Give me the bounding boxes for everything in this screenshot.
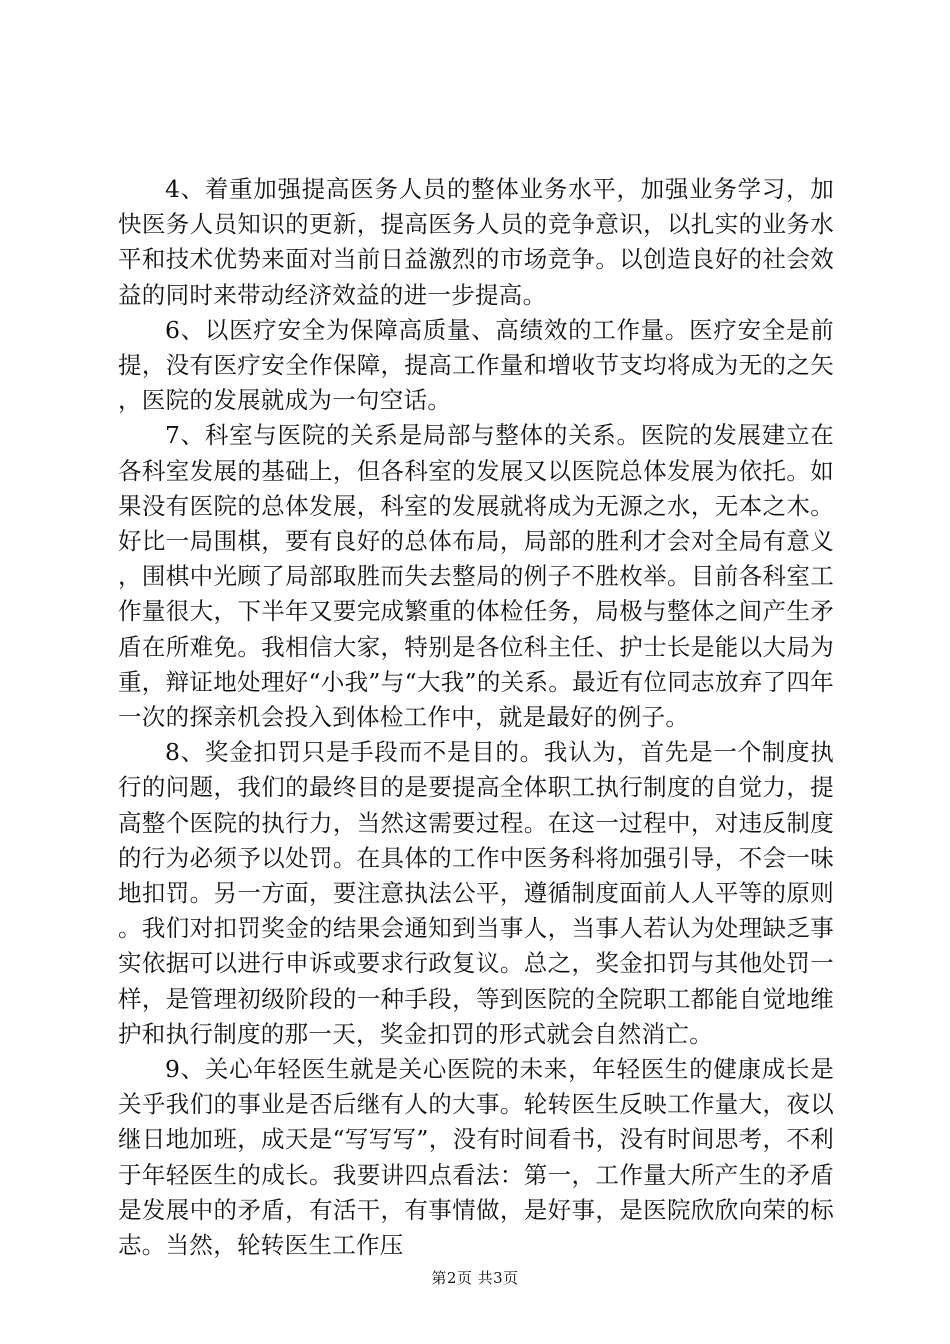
document-body (118, 172, 834, 1263)
paragraph-9: 9、关心年轻医生就是关心医院的未来，年轻医生的健康成长是关乎我们的事业是否后继有人的大事。轮转医生反映工作量大，夜以继日地加班，成天是“写写写”，没有时间看书，没有时间思考，不利于年轻医生的成长。我要讲四点看法：第一，工作量大所产生的矛盾是发展中的矛盾，有活干，有事情做，是好事，是医院欣欣向荣的标志。当然，轮转医生工作压 (118, 1055, 834, 1260)
page-footer: 第2页 共3页 (431, 1269, 519, 1287)
paragraph-6: 6、以医疗安全为保障高质量、高绩效的工作量。医疗安全是前提，没有医疗安全作保障，提高工作量和增收节支均将成为无的之矢，医院的发展就成为一句空话。 (118, 315, 834, 415)
paragraph-4: 4、着重加强提高医务人员的整体业务水平，加强业务学习，加快医务人员知识的更新，提高医务人员的竞争意识，以扎实的业务水平和技术优势来面对当前日益激烈的市场竞争。以创造良好的社会效益的同时来带动经济效益的进一步提高。 (118, 175, 834, 309)
paragraph-7: 7、科室与医院的关系是局部与整体的关系。医院的发展建立在各科室发展的基础上，但各科室的发展又以医院总体发展为依托。如果没有医院的总体发展，科室的发展就将成为无源之水，无本之木。好比一局围棋，要有良好的总体布局，局部的胜利才会对全局有意义，围棋中光顾了局部取胜而失去整局的例子不胜枚举。目前各科室工作量很大，下半年又要完成繁重的体检任务，局极与整体之间产生矛盾在所难免。我相信大家，特别是各位科主任、护士长是能以大局为重，辩证地处理好“小我”与“大我”的关系。最近有位同志放弃了四年一次的探亲机会投入到体检工作中，就是最好的例子。 (118, 421, 834, 732)
paragraph-8: 8、奖金扣罚只是手段而不是目的。我认为，首先是一个制度执行的问题，我们的最终目的是要提高全体职工执行制度的自觉力，提高整个医院的执行力，当然这需要过程。在这一过程中，对违反制度的行为必须予以处罚。在具体的工作中医务科将加强引导，不会一味地扣罚。另一方面，要注意执法公平，遵循制度面前人人平等的原则。我们对扣罚奖金的结果会通知到当事人，当事人若认为处理缺乏事实依据可以进行申诉或要求行政复议。总之，奖金扣罚与其他处罚一样，是管理初级阶段的一种手段，等到医院的全院职工都能自觉地维护和执行制度的那一天，奖金扣罚的形式就会自然消亡。 (118, 738, 834, 1048)
